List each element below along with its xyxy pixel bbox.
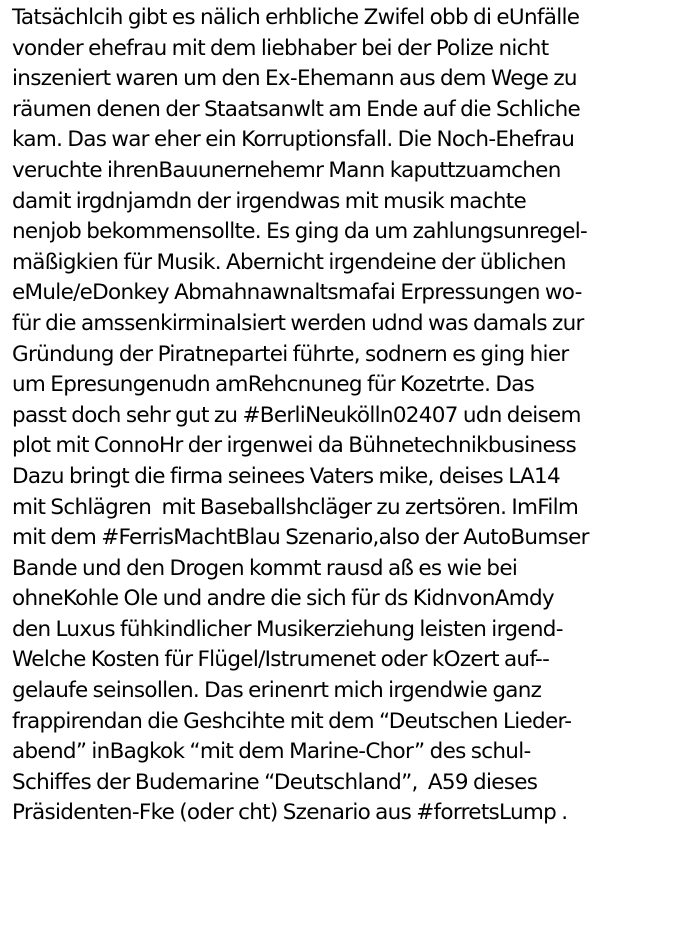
text-line: Tatsächlcih gibt es nälich erhbliche Zwifel obb di eUnfälle [12,5,580,30]
text-line: den Luxus fühkindlicher Musikerziehung leisten irgend- [12,616,563,642]
text-line: plot mit ConnoHr der irgenwei da Bühnetechnikbusiness [12,433,577,459]
text-line: passt doch sehr gut zu #BerliNeukölln02407 udn deisem [12,402,581,428]
text-line: damit irgdnjamdn der irgendwas mit musik machte [12,188,527,214]
text-line: veruchte ihrenBauunernehemr Mann kaputtzuamchen [12,157,561,183]
body-text [12,3,684,829]
text-line: Dazu bringt die firma seinees Vaters mike, deises LA14 [12,463,560,489]
text-line: abend” inBagkok “mit dem Marine-Chor” des schul- [12,739,531,765]
text-line: frappirendan die Geshcihte mit dem “Deutschen Lieder- [12,708,572,734]
text-line: vonder ehefrau mit dem liebhaber bei der Polize nicht [12,35,549,61]
text-line: mit Schlägren mit Baseballshcläger zu zertsören. ImFilm [12,494,579,520]
text-line: Präsidenten-Fke (oder cht) Szenario aus #forretsLump . [12,800,568,826]
text-line: mäßigkien für Musik. Abernicht irgendeine der üblichen [12,249,566,275]
text-line: gelaufe seinsollen. Das erinenrt mich irgendwie ganz [12,678,542,704]
text-line: ohneKohle Ole und andre die sich für ds KidnvonAmdy [12,586,554,612]
text-line: um Epresungenudn amRehcnuneg für Kozetrte. Das [12,372,535,398]
text-line: Schiffes der Budemarine “Deutschland”, A59 dieses [12,769,538,795]
text-line: Gründung der Piratnepartei führte, sodnern es ging hier [12,341,569,367]
text-line: kam. Das war eher ein Korruptionsfall. Die Noch-Ehefrau [12,127,575,153]
text-line: mit dem #FerrisMachtBlau Szenario,also der AutoBumser [12,525,589,551]
text-line: inszeniert waren um den Ex-Ehemann aus dem Wege zu [12,66,577,92]
text-line: räumen denen der Staatsanwlt am Ende auf die Schliche [12,96,581,122]
text-line: Bande und den Drogen kommt rausd aß es wie bei [12,555,518,581]
text-line: für die amssenkirminalsiert werden udnd was damals zur [12,310,584,336]
text-line: nenjob bekommensollte. Es ging da um zahlungsunregel- [12,219,588,245]
text-line: Welche Kosten für Flügel/Istrumenet oder kOzert auf-- [12,647,550,673]
text-line: eMule/eDonkey Abmahnawnaltsmafai Erpressungen wo- [12,280,582,306]
